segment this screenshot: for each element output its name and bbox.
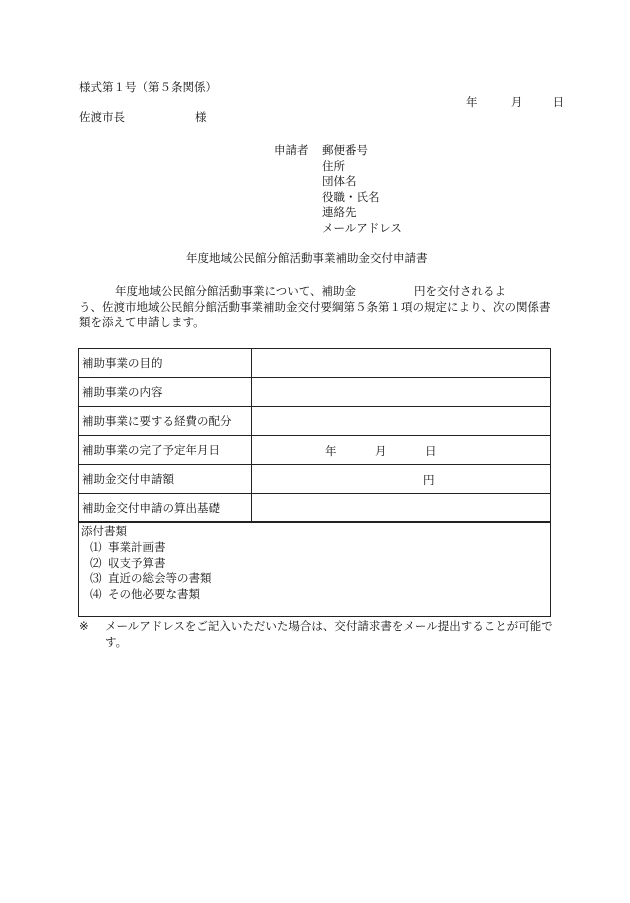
table-row xyxy=(79,349,551,378)
email-label: メールアドレス xyxy=(322,220,402,235)
list-item: ⑴ 事業計画書 xyxy=(90,540,166,554)
row-label-completion-date: 補助事業の完了予定年月日 xyxy=(79,436,252,465)
completion-year: 年 xyxy=(325,444,337,458)
row-label-purpose: 補助事業の目的 xyxy=(79,349,252,378)
application-table xyxy=(78,348,551,523)
expense-field[interactable] xyxy=(252,407,551,436)
applicant-label: 申請者 xyxy=(274,143,309,157)
body-line1-part1: 年度地域公民館分館活動事業について、補助金 xyxy=(115,284,357,298)
list-item: ⑵ 収支予算書 xyxy=(90,555,166,570)
attachments-title: 添付書類 xyxy=(81,524,127,538)
row-label-amount: 補助金交付申請額 xyxy=(79,465,252,494)
form-number: 様式第１号（第５条関係） xyxy=(79,80,217,94)
list-item: ⑷ その他必要な書類 xyxy=(90,586,200,601)
document-title: 年度地域公民館分館活動事業補助金交付申請書 xyxy=(186,251,428,265)
attachments-box xyxy=(78,521,551,617)
completion-date-field[interactable] xyxy=(252,436,551,465)
date-line xyxy=(466,95,564,110)
table-row xyxy=(79,378,551,407)
row-label-content: 補助事業の内容 xyxy=(79,378,252,407)
postal-code-label: 郵便番号 xyxy=(322,143,368,157)
content-field[interactable] xyxy=(252,378,551,407)
table-row xyxy=(79,436,551,465)
date-year: 年 xyxy=(466,95,478,109)
contact-label: 連絡先 xyxy=(322,205,357,219)
row-label-expense: 補助事業に要する経費の配分 xyxy=(79,407,252,436)
note-mark: ※ xyxy=(79,619,89,633)
completion-month: 月 xyxy=(375,444,387,458)
list-item: ⑶ 直近の総会等の書類 xyxy=(90,571,212,585)
body-rest: う、佐渡市地域公民館分館活動事業補助金交付要綱第５条第１項の規定により、次の関係書類を添えて申請します。 xyxy=(79,299,551,329)
date-day: 日 xyxy=(552,95,565,109)
applicant-fields xyxy=(322,143,402,236)
purpose-field[interactable] xyxy=(252,349,551,378)
completion-day: 日 xyxy=(425,444,437,458)
row-label-basis: 補助金交付申請の算出基礎 xyxy=(79,494,252,523)
addressee-name: 佐渡市長 xyxy=(79,110,125,124)
table-row xyxy=(79,465,551,494)
note xyxy=(79,619,555,650)
body-text xyxy=(79,284,555,331)
table-row xyxy=(79,494,551,523)
table-row xyxy=(79,407,551,436)
note-text: メールアドレスをご記入いただいた場合は、交付請求書をメール提出することが可能です。 xyxy=(105,619,553,649)
address-label: 住所 xyxy=(322,158,345,173)
amount-field[interactable] xyxy=(252,465,551,494)
organization-label: 団体名 xyxy=(322,174,357,188)
basis-field[interactable] xyxy=(252,494,551,523)
position-name-label: 役職・氏名 xyxy=(322,189,380,204)
addressee xyxy=(79,110,207,125)
body-line1-part2: 円を交付されるよ xyxy=(414,284,507,298)
honorific: 様 xyxy=(195,110,207,124)
amount-unit: 円 xyxy=(423,473,435,487)
date-month: 月 xyxy=(510,95,523,109)
attachments-list xyxy=(90,540,212,602)
